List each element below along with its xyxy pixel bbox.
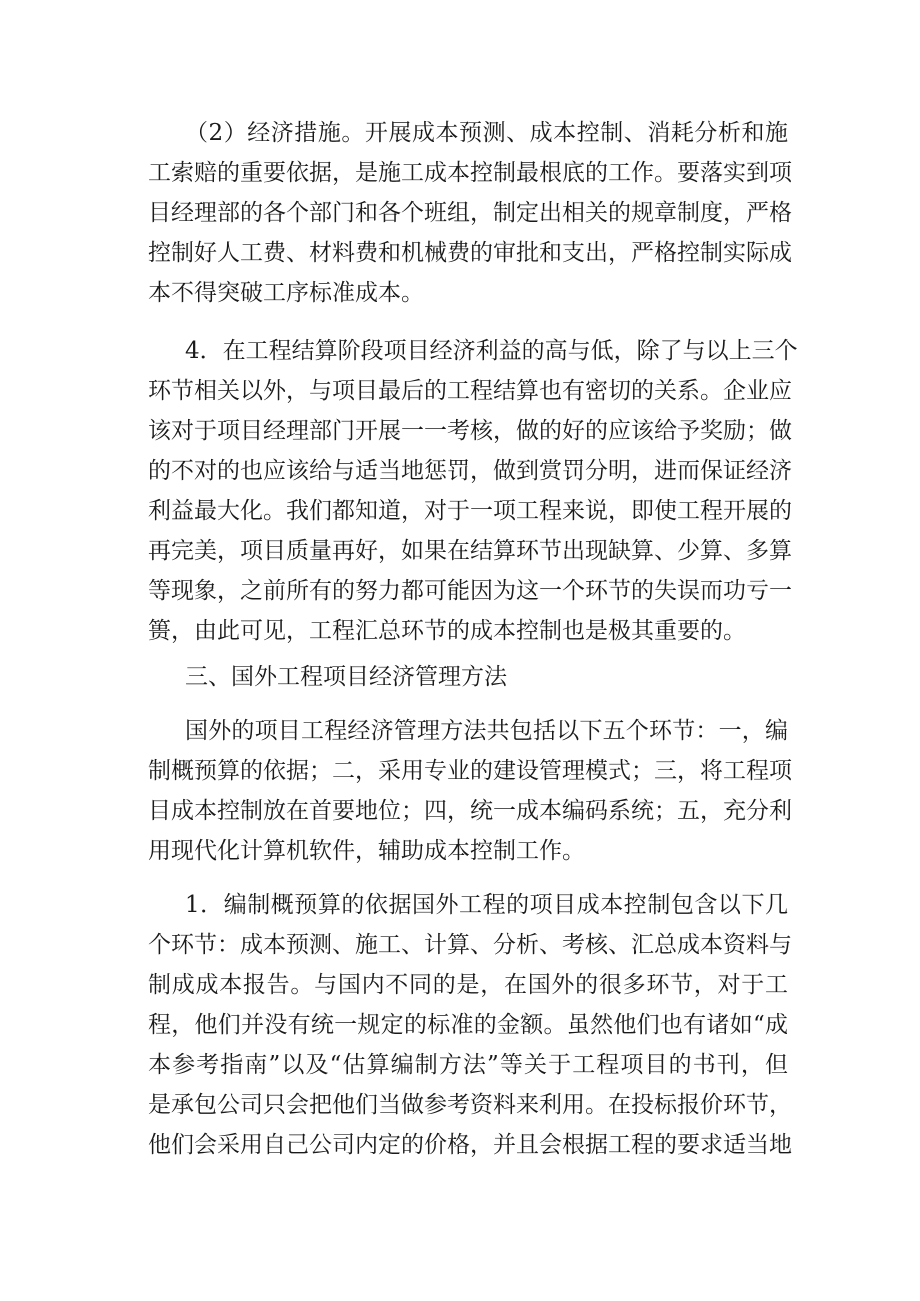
paragraph-5-line-7: 他们会采用自己公司内定的价格，并且会根据工程的要求适当地 — [148, 1132, 792, 1158]
paragraph-2-line-5: 利益最大化。我们都知道，对于一项工程来说，即使工程开展的 — [148, 498, 792, 524]
paragraph-2-line-1: 4．在工程结算阶段项目经济利益的高与低，除了与以上三个 — [185, 338, 798, 364]
paragraph-1-line-3: 目经理部的各个部门和各个班组，制定出相关的规章制度，严格 — [148, 200, 792, 226]
paragraph-5-line-2: 个环节：成本预测、施工、计算、分析、考核、汇总成本资料与 — [148, 932, 792, 958]
section-heading: 三、国外工程项目经济管理方法 — [185, 664, 507, 690]
paragraph-2-line-6: 再完美，项目质量再好，如果在结算环节出现缺算、少算、多算 — [148, 538, 792, 564]
paragraph-4-line-2: 制概预算的依据；二，采用专业的建设管理模式；三，将工程项 — [148, 758, 792, 784]
paragraph-4-line-1: 国外的项目工程经济管理方法共包括以下五个环节：一，编 — [185, 718, 788, 744]
paragraph-5-line-4: 程，他们并没有统一规定的标准的金额。虽然他们也有诸如“成 — [148, 1012, 788, 1038]
paragraph-2-line-4: 的不对的也应该给与适当地惩罚，做到赏罚分明，进而保证经济 — [148, 458, 792, 484]
paragraph-5-line-1: 1．编制概预算的依据国外工程的项目成本控制包含以下几 — [185, 892, 788, 918]
paragraph-1-line-2: 工索赔的重要依据，是施工成本控制最根底的工作。要落实到项 — [148, 160, 792, 186]
paragraph-1-line-1: （2）经济措施。开展成本预测、成本控制、消耗分析和施 — [185, 120, 788, 146]
paragraph-2-line-8: 篑，由此可见，工程汇总环节的成本控制也是极其重要的。 — [148, 618, 746, 644]
paragraph-1-line-5: 本不得突破工序标准成本。 — [148, 280, 424, 306]
paragraph-4-line-3: 目成本控制放在首要地位；四，统一成本编码系统；五，充分利 — [148, 798, 792, 824]
paragraph-2-line-7: 等现象，之前所有的努力都可能因为这一个环节的失误而功亏一 — [148, 578, 792, 604]
paragraph-5-line-5: 本参考指南”以及“估算编制方法”等关于工程项目的书刊，但 — [148, 1052, 788, 1078]
paragraph-2-line-3: 该对于项目经理部门开展一一考核，做的好的应该给予奖励；做 — [148, 418, 792, 444]
paragraph-1-line-4: 控制好人工费、材料费和机械费的审批和支出，严格控制实际成 — [148, 240, 792, 266]
paragraph-4-line-4: 用现代化计算机软件，辅助成本控制工作。 — [148, 838, 585, 864]
paragraph-2-line-2: 环节相关以外，与项目最后的工程结算也有密切的关系。企业应 — [148, 378, 792, 404]
paragraph-5-line-3: 制成成本报告。与国内不同的是，在国外的很多环节，对于工 — [148, 972, 788, 998]
paragraph-5-line-6: 是承包公司只会把他们当做参考资料来利用。在投标报价环节， — [148, 1092, 792, 1118]
